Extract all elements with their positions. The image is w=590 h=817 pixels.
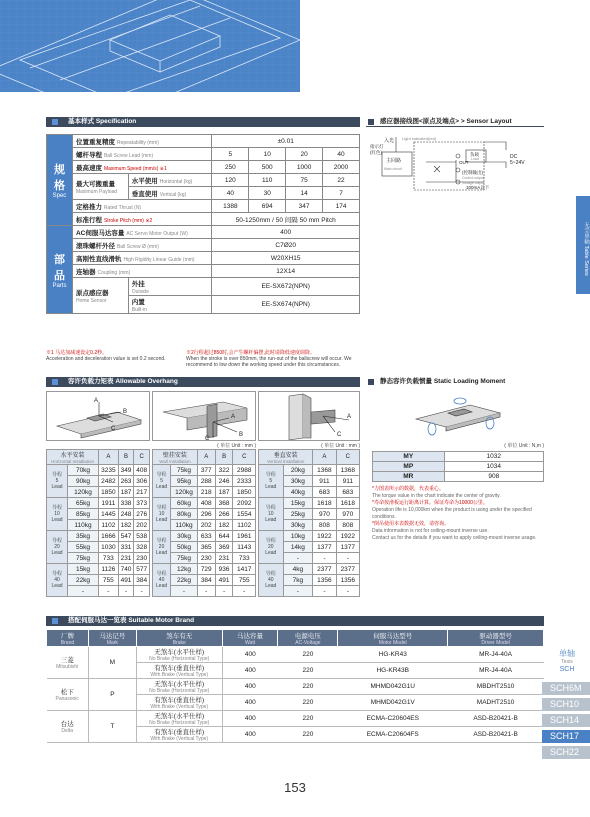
overhang-row: 90kg 2482 263 306 [47,476,150,487]
static-row: MY 1032 [373,452,544,462]
overhang-table-1 [152,449,256,597]
overhang-row: 50kg 365 369 1143 [153,542,256,553]
spec-note-2: ※2行程超过850时,会产生螺杆偏摆,此时请降低速度调降。 [186,350,315,356]
lead-cell: 导程 20 Lead [47,531,68,564]
overhang-row: - - - - [153,586,256,597]
lead-cell: 导程 40 Lead [153,564,171,597]
lead-cell: 导程 5 Lead [259,465,284,498]
overhang-row: 120kg 1850 187 217 [47,487,150,498]
overhang-horizontal-diagram [46,391,150,441]
parts-row-sensor-outside: 原点感应器 Home Sensor 外挂 Outside EE-SX672(NPN) [47,278,360,296]
overhang-row: 40kg 683 683 [259,487,360,498]
static-moment-table [372,451,544,482]
spec-row-thrust: 定格推力 Rated Thrust (N) 1388 694 347 174 [47,200,360,213]
overhang-row: 导程 40 Lead 12kg 729 936 1417 [153,564,256,575]
spec-row-repeatability: 规格 Spec 位置重复精度 Repeatability (mm) ±0.01 [47,135,360,148]
series-tab-sch17[interactable]: SCH17 [542,730,590,743]
parts-row-coupling: 连轴器 Coupling (mm) 12X14 [47,265,360,278]
overhang-row: 7kg 1356 1356 [259,575,360,586]
sensor-label-12: 100mA以下 [466,185,490,190]
sensor-label-0: 入光 [384,138,395,144]
lead-cell: 导程 40 Lead [259,564,284,597]
axis-label-b: B [239,432,244,438]
overhang-row: - - - [259,586,360,597]
spec-note-1: ※1 马达加减速设定0.2秒。 [46,350,108,356]
spec-note-1-en: Acceleration and deceleration value is set 0.2 second. [46,356,166,362]
motor-row: 有煞车(垂直仕样) With Brake (Vertical Type) 400 220 MHMD042G1V MADHT2510 [47,695,544,711]
series-sidebar: 无尘单轴 Table Series [576,196,590,294]
lead-cell: 导程 20 Lead [259,531,284,564]
sensor-label-2: 指示灯 [370,144,384,149]
unit-label-nm: ( 单位 Unit : N,m ) [504,443,544,449]
parts-row-motor: 部品 Parts AC伺服马达容量 AC Servo Motor Output (W) 400 [47,226,360,239]
overhang-row: 25kg 970 970 [259,509,360,520]
hero-actuator-illustration [0,0,300,92]
axis-label-a: A [94,398,99,404]
overhang-section-header: 容许负载力矩表 Allowable Overhang [46,377,360,387]
parts-side-label: 部品 Parts [47,226,73,314]
sensor-label-9: (控制输出) [462,170,483,175]
overhang-header-row: 壁挂安装 Wall Installation A B C [153,450,256,465]
lead-cell: 导程 5 Lead [153,465,171,498]
parts-row-sensor-builtin: 内置 Built-in EE-SX674(NPN) [47,296,360,314]
overhang-row: 导程 10 Lead 15kg 1618 1618 [259,498,360,509]
motor-table [46,629,544,743]
sensor-label-7: 负载 [470,152,479,157]
lead-cell: 导程 20 Lead [153,531,171,564]
static-row: MR 908 [373,472,544,482]
overhang-table-2 [258,449,360,597]
motor-section-header: 搭配伺服马达一览表 Suitable Motor Brand [46,616,544,626]
overhang-row: 110kg 1102 182 202 [47,520,150,531]
spec-section-header: 基本样式 Specification [46,117,360,127]
sensor-label-14: 5~24V [510,160,525,166]
sensor-section-header: 感应器接线图<原点及端点> > Sensor Layout [366,117,544,127]
motor-row: 台达 Delta T 无煞车(水平仕样) No Brake (Horizontal Type) 400 220 ECMA-C20604ES ASD-B20421-B [47,711,544,727]
overhang-wall-diagram [152,391,256,441]
spec-note-2-en: When the stroke is over 850mm, the run-out of the ballscrew will occur. We recommend to low down the working speed under this circumstances. [186,356,352,368]
overhang-row: - - - [259,553,360,564]
axis-label-c: C [337,432,342,438]
series-tab-sch22[interactable]: SCH22 [542,746,590,759]
overhang-row: 85kg 1445 248 276 [47,509,150,520]
axis-label-c: C [111,426,116,432]
overhang-row: 95kg 288 246 2333 [153,476,256,487]
parts-row-guide: 高刚性直线滑轨 High Rigidity Linear Guide (mm) W20XH15 [47,252,360,265]
unit-label-mm-1: ( 单位 Unit : mm ) [217,443,256,449]
axis-label-a: A [347,414,352,420]
sensor-label-3: (红色) [370,150,382,155]
overhang-row: 22kg 384 491 755 [153,575,256,586]
overhang-table-0 [46,449,150,597]
overhang-row: 75kg 733 231 230 [47,553,150,564]
motor-row: 松下 Panasonic P 无煞车(水平仕样) No Brake (Horizontal Type) 400 220 MHMD042G1U MBDHT2510 [47,679,544,695]
overhang-header-row: 水平安装 Horizontal Installation A B C [47,450,150,465]
static-notes: *力图表所示的数据，代表重心。 The torque value in the chart indicate the center of gravity. *寿命按滑板运行距离计算。保证寿命为10000公里。 Operation life is 10,000km when the product is using under the specified conditions. *倒吊使用本表数据无效，请咨询。 Data information is not for ceiling-mount inverse use. Contact us for the details if you want to apply ceiling-mount inverse usage. [372,486,537,541]
axis-label-a: A [231,414,236,420]
overhang-vertical-diagram [258,391,360,441]
overhang-row: 55kg 1030 331 328 [47,542,150,553]
spec-row-payload-horizontal: 最大可搬重量 Maximum Payload 水平使用 Horizontal (kg) 120 110 75 22 [47,174,360,187]
overhang-row: 导程 40 Lead 4kg 2377 2377 [259,564,360,575]
overhang-row: - - - - [47,586,150,597]
axis-label-c: C [205,436,210,441]
sensor-label-13: DC [510,154,518,160]
overhang-row: 75kg 230 231 733 [153,553,256,564]
overhang-header-row: 垂直安装 Vertical Installation A C [259,450,360,465]
spec-row-payload-vertical: 垂直使用 Vertical (kg) 40 30 14 7 [47,187,360,200]
spec-side-label: 规格 Spec [47,135,73,226]
lead-cell: 导程 5 Lead [47,465,68,498]
sensor-label-5: Main circuit [384,167,402,171]
page-number: 153 [284,780,306,795]
motor-row: 三菱 Mitsubishi M 无煞车(水平仕样) No Brake (Horizontal Type) 400 220 HG-KR43 MR-J4-40A [47,647,544,663]
lead-cell: 导程 10 Lead [153,498,171,531]
sensor-label-11: Voltage output [462,181,485,185]
overhang-row: 80kg 296 266 1554 [153,509,256,520]
spec-row-speed: 最高速度 Maximum Speed (mm/s) ※1 250 500 1000 2000 [47,161,360,174]
overhang-row: 120kg 218 187 1850 [153,487,256,498]
sensor-label-8: Load [471,157,479,161]
spec-table [46,134,360,314]
overhang-row: 110kg 202 182 1102 [153,520,256,531]
overhang-row: 22kg 755 491 384 [47,575,150,586]
motor-row: 有煞车(垂直仕样) With Brake (Vertical Type) 400 220 ECMA-C20604FS ASD-B20421-B [47,727,544,743]
hero-banner [0,0,300,92]
parts-row-screw: 滚珠螺杆外径 Ball Screw Ø (mm) C7Ø20 [47,239,360,252]
overhang-row: 导程 20 Lead 35kg 1666 547 538 [47,531,150,542]
spec-row-stroke: 标准行程 Stroke Pitch (mm) ※2 50-1250mm / 50 间隔 50 mm Pitch [47,213,360,226]
series-tab-sch10[interactable]: SCH10 [542,698,590,711]
overhang-row: 30kg 911 911 [259,476,360,487]
static-moment-diagram [410,391,510,441]
sensor-label-4: 主回路 [386,158,402,164]
overhang-row: 导程 20 Lead 30kg 633 644 1961 [153,531,256,542]
main-circuit-box [382,152,412,176]
static-section-header: 静态容许负载惯量 Static Loading Moment [366,377,544,387]
overhang-row: 导程 10 Lead 65kg 1911 338 373 [47,498,150,509]
lead-cell: 导程 10 Lead [47,498,68,531]
series-tab-sch6m[interactable]: SCH6M [542,682,590,695]
sensor-label-1: Light indicated(red) [402,136,437,141]
spec-row-lead: 螺杆导程 Ball Screw Lead (mm) 5 10 20 40 [47,148,360,161]
sensor-wiring-diagram [366,132,544,202]
overhang-row: 导程 5 Lead 20kg 1368 1368 [259,465,360,476]
series-label: 单轴 Texis SCH [559,649,575,673]
lead-cell: 导程 40 Lead [47,564,68,597]
overhang-row: 导程 20 Lead 10kg 1922 1922 [259,531,360,542]
overhang-row: 14kg 1377 1377 [259,542,360,553]
unit-label-mm-2: ( 单位 Unit : mm ) [321,443,360,449]
motor-row: 有煞车(垂直仕样) With Brake (Vertical Type) 400 220 HG-KR43B MR-J4-40A [47,663,544,679]
series-tab-sch14[interactable]: SCH14 [542,714,590,727]
overhang-row: 30kg 808 808 [259,520,360,531]
motor-header-row: 厂牌 Brand 马达记号 Mark 煞车有无 Brake 马达容量 Watt 电源电压 AC-Voltage 伺服马达型号 Motor Model 驱动器型号 Driver Model [47,630,544,647]
static-row: MP 1034 [373,462,544,472]
overhang-row: 导程 5 Lead 75kg 377 322 2988 [153,465,256,476]
sensor-label-10: Control output [462,176,484,180]
lead-cell: 导程 10 Lead [259,498,284,531]
overhang-row: 导程 10 Lead 60kg 408 368 2092 [153,498,256,509]
overhang-row: 导程 5 Lead 70kg 3235 349 408 [47,465,150,476]
axis-label-b: B [123,409,128,415]
sensor-label-6: OUT [459,160,469,165]
overhang-row: 导程 40 Lead 15kg 1126 740 577 [47,564,150,575]
